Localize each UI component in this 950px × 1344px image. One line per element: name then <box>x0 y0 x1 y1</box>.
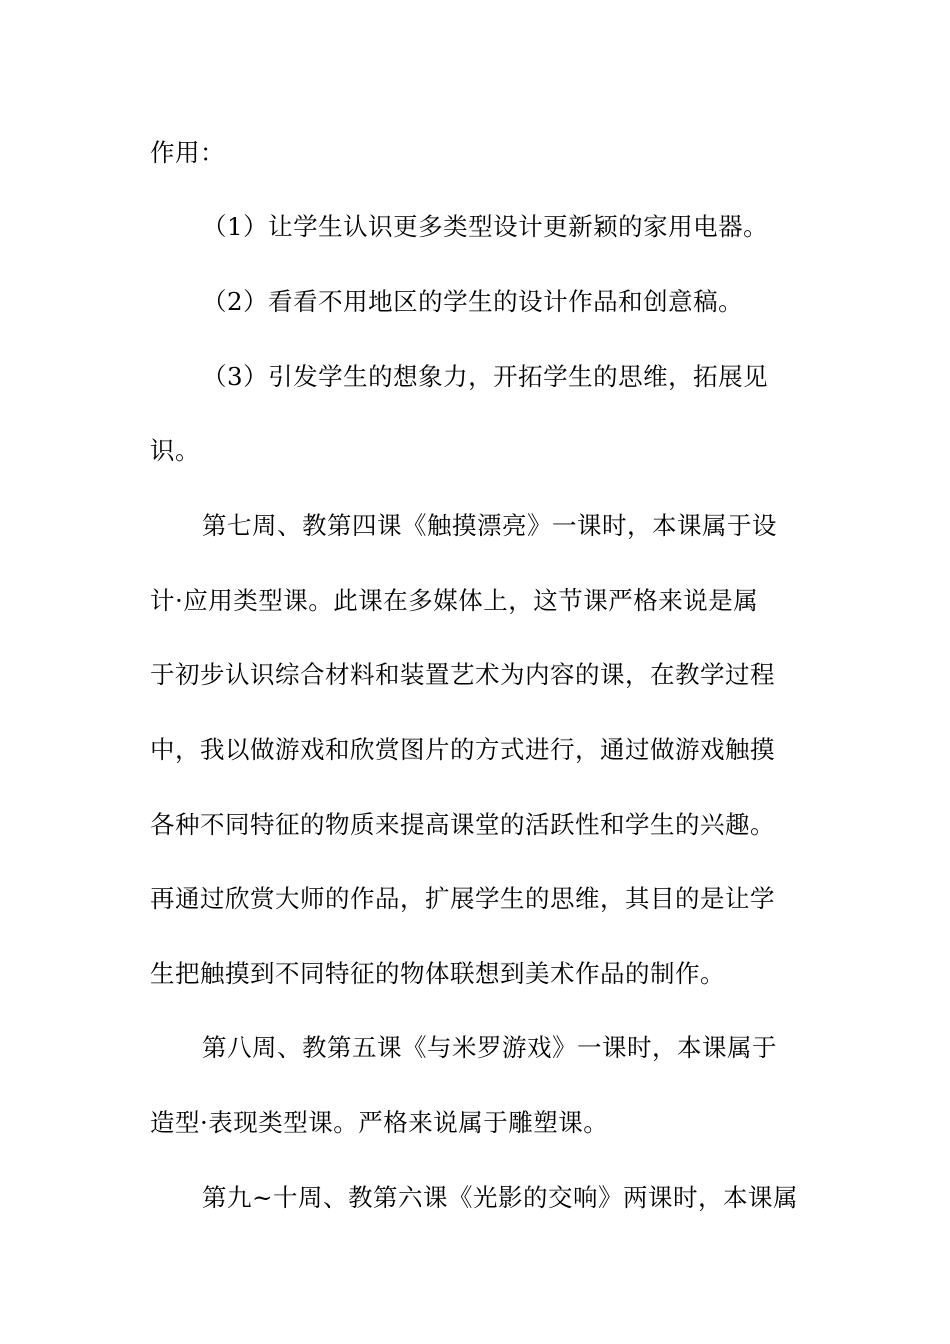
text-line-2: （1）让学生认识更多类型设计更新颖的家用电器。 <box>202 212 769 241</box>
text-line-14: 造型·表现类型课。严格来说属于雕塑课。 <box>150 1108 609 1137</box>
text-line-15: 第九~十周、教第六课《光影的交响》两课时，本课属 <box>202 1183 799 1212</box>
text-line-3: （2）看看不用地区的学生的设计作品和创意稿。 <box>202 287 744 316</box>
text-line-4: （3）引发学生的想象力，开拓学生的思维，拓展见 <box>202 362 769 391</box>
text-line-8: 于初步认识综合材料和装置艺术为内容的课，在教学过程 <box>150 660 775 689</box>
text-line-9: 中，我以做游戏和欣赏图片的方式进行，通过做游戏触摸 <box>150 735 775 764</box>
text-line-7: 计·应用类型课。此课在多媒体上，这节课严格来说是属 <box>150 586 759 615</box>
text-line-13: 第八周、教第五课《与米罗游戏》一课时，本课属于 <box>202 1033 777 1062</box>
text-line-6: 第七周、教第四课《触摸漂亮》一课时，本课属于设 <box>202 511 777 540</box>
text-line-12: 生把触摸到不同特征的物体联想到美术作品的制作。 <box>150 959 725 988</box>
text-line-10: 各种不同特征的物质来提高课堂的活跃性和学生的兴趣。 <box>150 810 775 839</box>
text-line-11: 再通过欣赏大师的作品，扩展学生的思维，其目的是让学 <box>150 884 775 913</box>
text-line-5: 识。 <box>150 436 200 465</box>
text-line-1: 作用： <box>150 138 225 167</box>
